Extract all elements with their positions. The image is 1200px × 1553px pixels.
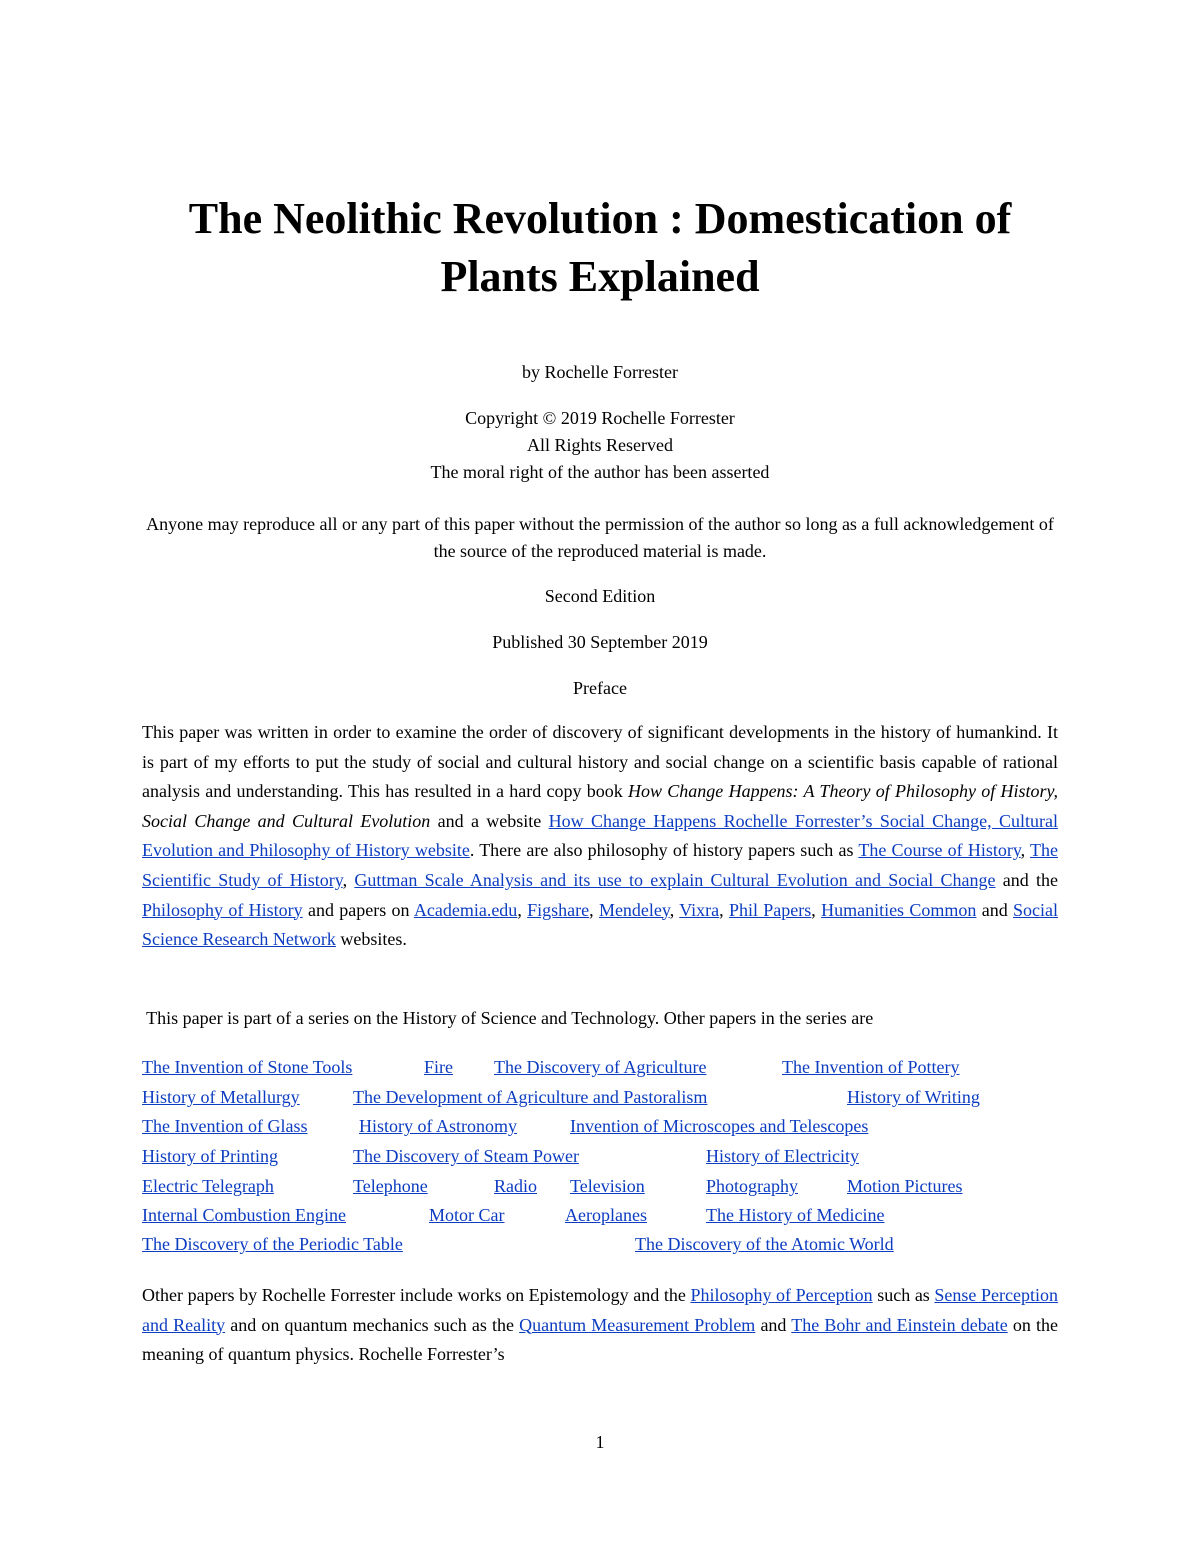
series-link[interactable]: The Discovery of Agriculture xyxy=(494,1057,707,1077)
series-link[interactable]: Internal Combustion Engine xyxy=(142,1205,346,1225)
series-row xyxy=(142,1053,1062,1083)
series-link[interactable]: Aeroplanes xyxy=(565,1205,647,1225)
ssrn-link[interactable]: Social Science Research Network xyxy=(142,899,1058,950)
bohr-einstein-link[interactable]: The Bohr and Einstein debate xyxy=(791,1314,1008,1335)
document-title: The Neolithic Revolution : Domestication of Plants Explained xyxy=(188,194,1012,301)
other-papers-text: and on quantum mechanics such as the xyxy=(225,1314,520,1335)
preface-text: and a website xyxy=(430,810,549,831)
other-papers-text: such as xyxy=(872,1285,935,1305)
preface-text: , xyxy=(342,869,355,890)
course-of-history-link[interactable]: The Course of History xyxy=(858,840,1021,861)
series-row xyxy=(142,1230,1062,1260)
series-link[interactable]: The Invention of Glass xyxy=(142,1116,308,1136)
preface-text: and xyxy=(976,899,1013,920)
series-link[interactable]: Radio xyxy=(494,1176,537,1196)
series-link[interactable]: The Discovery of Steam Power xyxy=(353,1146,579,1166)
scientific-study-link[interactable]: The Scientific Study of History xyxy=(142,840,1058,890)
page-number: 1 xyxy=(595,1432,605,1452)
guttman-scale-link[interactable]: Guttman Scale Analysis and its use to explain Cultural Evolution and Social Change xyxy=(354,869,996,890)
preface-text: , xyxy=(719,899,729,920)
website-link[interactable]: How Change Happens Rochelle Forrester’s Social Change, Cultural Evolution and Philosophy of History website xyxy=(142,810,1058,861)
series-row xyxy=(142,1201,1062,1231)
series-link[interactable]: Motor Car xyxy=(429,1205,505,1225)
series-link[interactable]: Electric Telegraph xyxy=(142,1176,274,1196)
series-link[interactable]: The History of Medicine xyxy=(706,1205,885,1225)
phil-papers-link[interactable]: Phil Papers xyxy=(728,899,812,920)
preface-text: , xyxy=(589,899,599,920)
preface-text: and papers on xyxy=(302,899,414,920)
series-link[interactable]: The Development of Agriculture and Pastoralism xyxy=(353,1087,708,1107)
mendeley-link[interactable]: Mendeley xyxy=(598,899,670,920)
academia-link[interactable]: Academia.edu xyxy=(413,899,518,920)
permission-notice: Anyone may reproduce all or any part of this paper without the permission of the author so long as a full acknowledgement of the source of the reproduced material is made. xyxy=(146,514,1054,561)
series-row xyxy=(142,1142,1062,1172)
book-title: How Change Happens: A Theory of Philosophy of History, Social Change and Cultural Evolution xyxy=(142,781,1059,831)
vixra-link[interactable]: Vixra xyxy=(679,899,720,920)
series-link[interactable]: Photography xyxy=(706,1176,798,1196)
other-papers-text: and xyxy=(755,1314,792,1335)
other-papers-text: on the meaning of quantum physics. Rochelle Forrester’s xyxy=(142,1314,1058,1365)
quantum-measurement-link[interactable]: Quantum Measurement Problem xyxy=(519,1314,756,1335)
preface-paragraph xyxy=(142,718,1058,955)
preface-text: websites. xyxy=(335,929,407,950)
series-link[interactable]: History of Electricity xyxy=(706,1146,859,1166)
series-link[interactable]: Telephone xyxy=(353,1176,428,1196)
published-date: Published 30 September 2019 xyxy=(492,632,708,652)
series-intro: This paper is part of a series on the History of Science and Technology. Other papers in the series are xyxy=(142,1008,874,1028)
series-link[interactable]: History of Metallurgy xyxy=(142,1087,300,1107)
edition: Second Edition xyxy=(544,586,656,606)
preface-text: , xyxy=(669,899,680,920)
series-link[interactable]: History of Printing xyxy=(142,1146,279,1166)
copyright-line: Copyright © 2019 Rochelle Forrester xyxy=(465,408,735,428)
series-link[interactable]: History of Astronomy xyxy=(359,1116,518,1136)
byline: by Rochelle Forrester xyxy=(522,362,678,382)
series-link[interactable]: Motion Pictures xyxy=(847,1176,963,1196)
preface-text: , xyxy=(1020,840,1031,861)
series-link[interactable]: The Invention of Stone Tools xyxy=(142,1057,353,1077)
humanities-common-link[interactable]: Humanities Common xyxy=(821,899,977,920)
other-papers-text: Other papers by Rochelle Forrester include works on Epistemology and the xyxy=(142,1285,691,1305)
preface-text: . There are also philosophy of history papers such as xyxy=(469,840,859,861)
sense-perception-link[interactable]: Sense Perception and Reality xyxy=(142,1285,1058,1335)
series-link[interactable]: History of Writing xyxy=(847,1087,980,1107)
series-link[interactable]: The Invention of Pottery xyxy=(782,1057,960,1077)
preface-text: and the xyxy=(995,869,1058,890)
series-link[interactable]: The Discovery of the Atomic World xyxy=(635,1234,894,1254)
series-link[interactable]: Television xyxy=(570,1176,645,1196)
preface-heading: Preface xyxy=(573,678,627,698)
philosophy-of-history-link[interactable]: Philosophy of History xyxy=(142,899,303,920)
series-row xyxy=(142,1112,1062,1142)
other-papers-paragraph xyxy=(142,1281,1058,1370)
series-link[interactable]: Invention of Microscopes and Telescopes xyxy=(570,1116,869,1136)
preface-text: , xyxy=(811,899,822,920)
series-row xyxy=(142,1083,1062,1113)
moral-right-line: The moral right of the author has been asserted xyxy=(430,462,770,482)
philosophy-of-perception-link[interactable]: Philosophy of Perception xyxy=(690,1285,873,1305)
preface-text: This paper was written in order to examine the order of discovery of significant developments in the history of humankind. It is part of my efforts to put the study of social and cultural history and social change on a scientific basis capable of rational analysis and understanding. This has resulted in a hard copy book xyxy=(142,722,1058,802)
figshare-link[interactable]: Figshare xyxy=(527,899,590,920)
series-link[interactable]: Fire xyxy=(424,1057,453,1077)
series-row xyxy=(142,1172,1062,1202)
series-link[interactable]: The Discovery of the Periodic Table xyxy=(142,1234,403,1254)
preface-text: , xyxy=(517,899,528,920)
rights-line: All Rights Reserved xyxy=(527,435,673,455)
